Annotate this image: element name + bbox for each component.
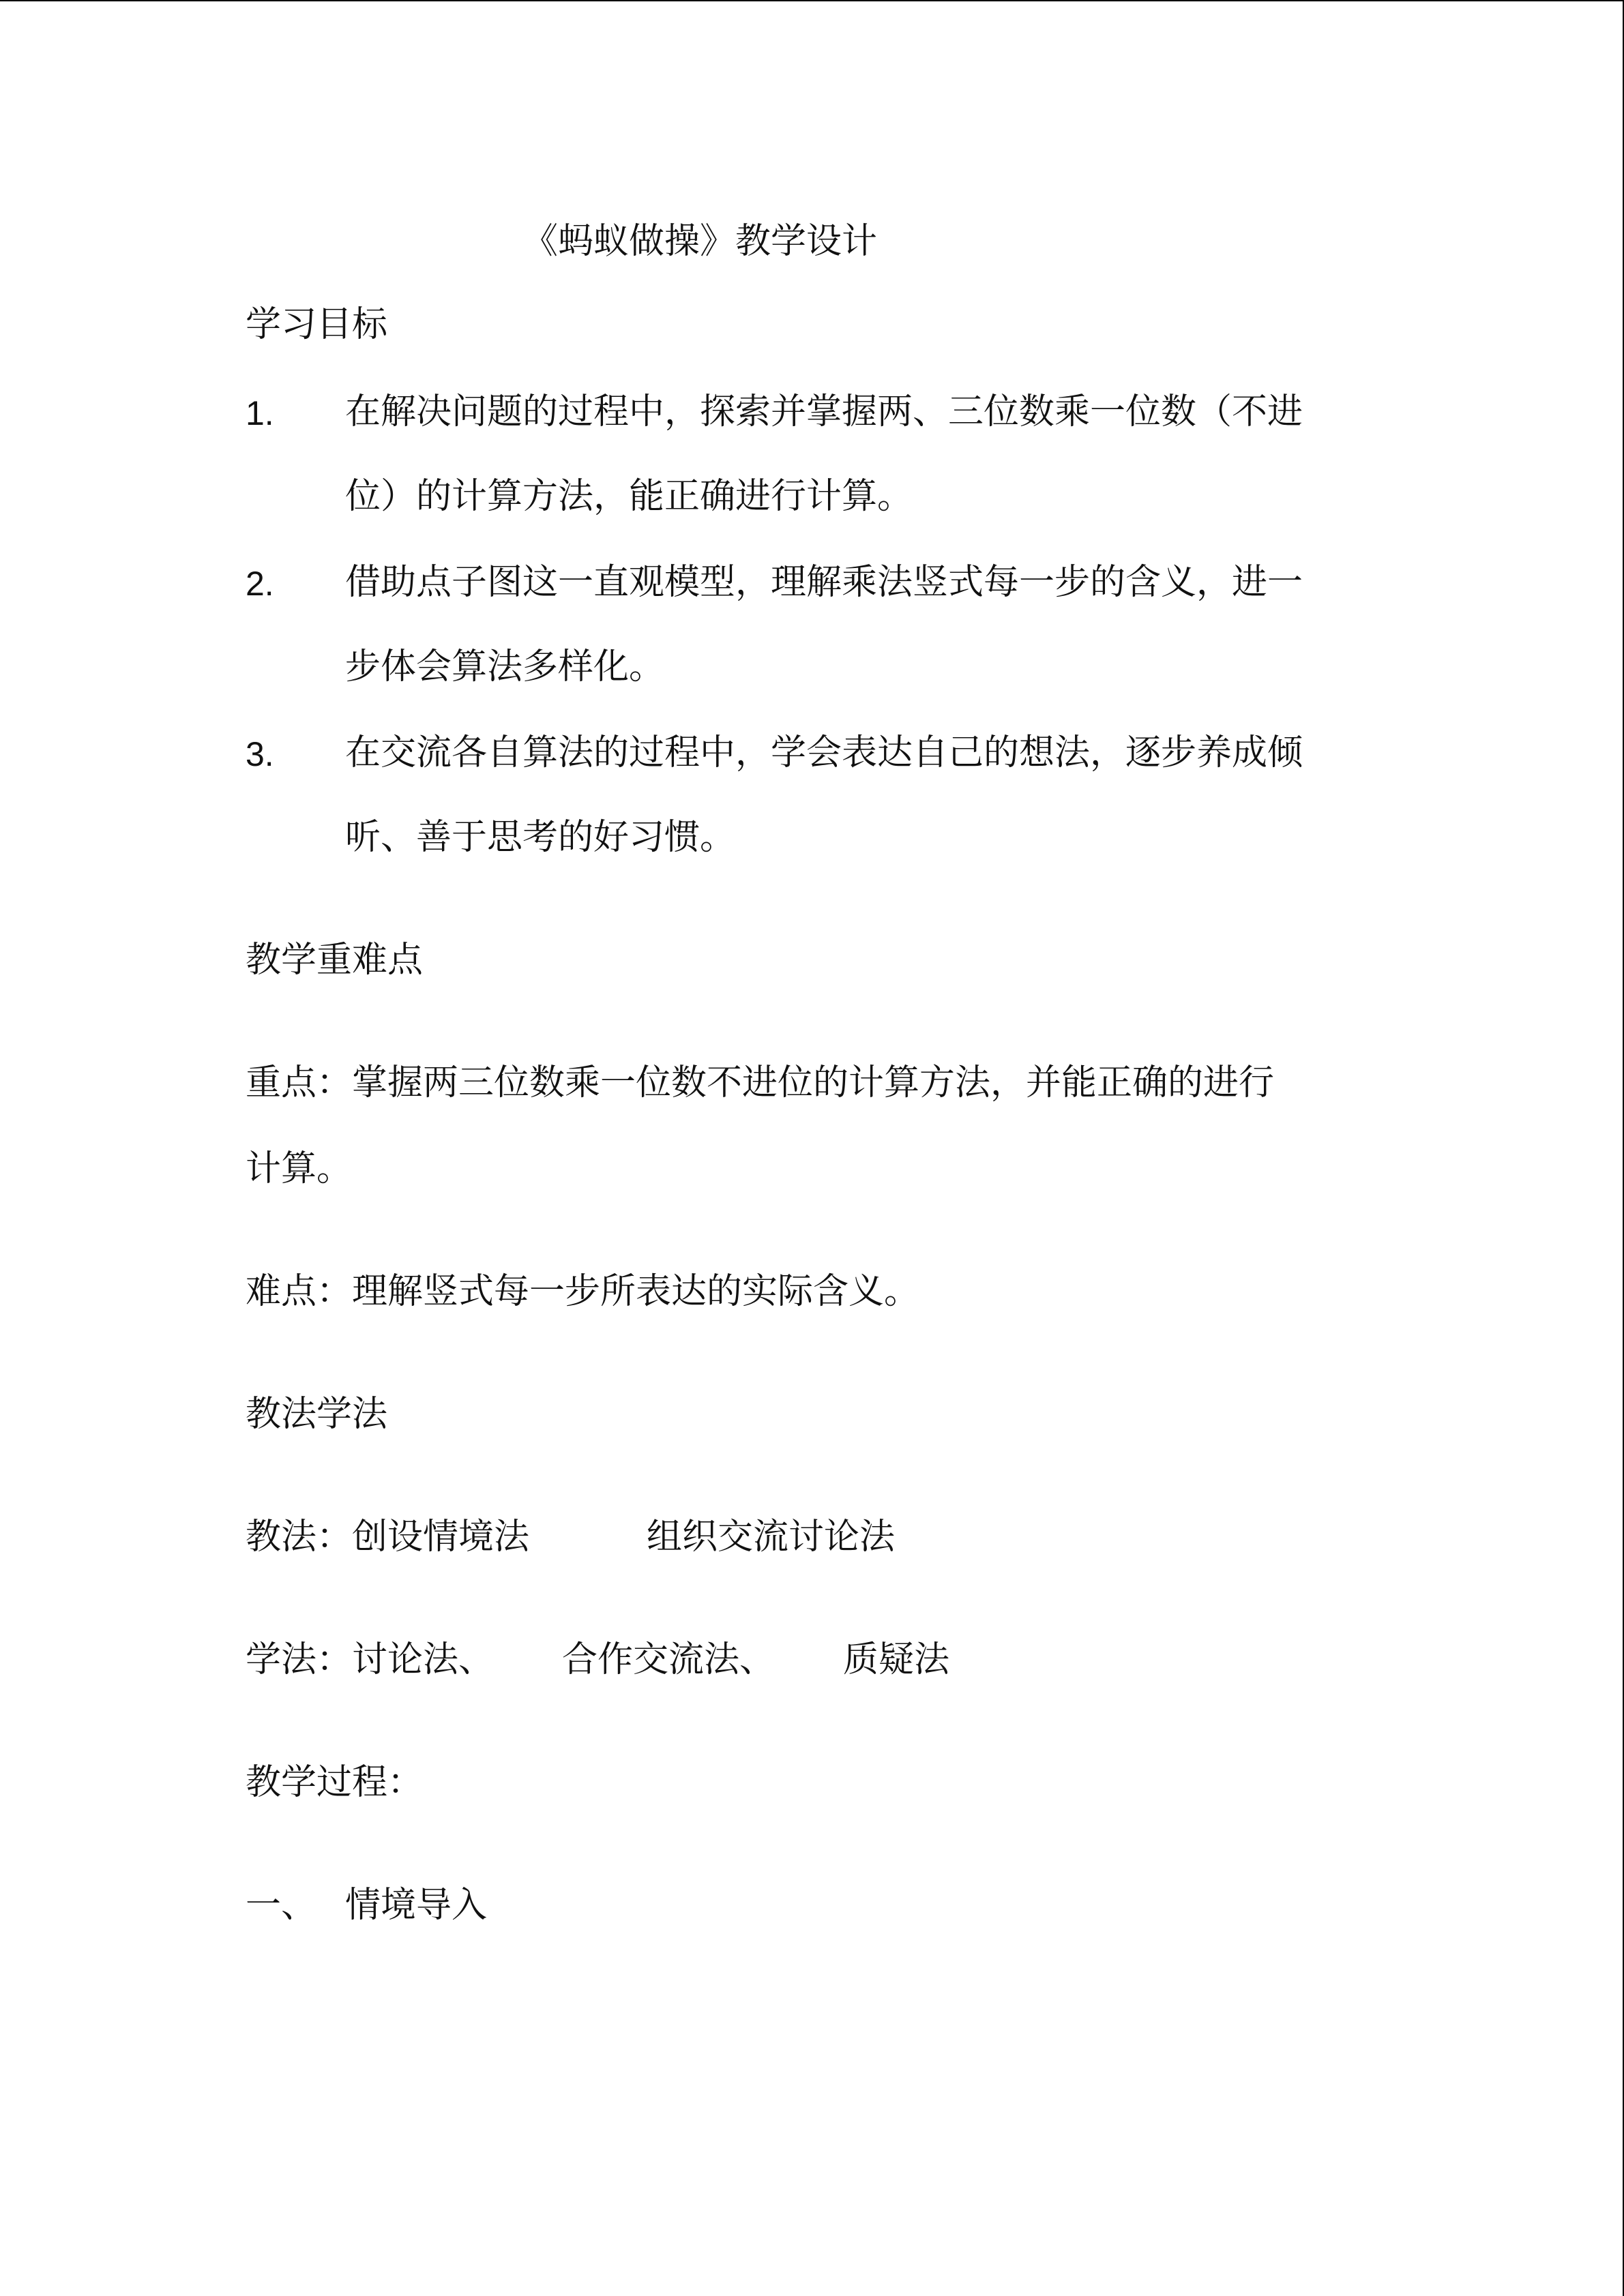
goal-2-line-1: 借助点子图这一直观模型，理解乘法竖式每一步的含义，进一 xyxy=(345,562,1303,603)
learning-method-1: 讨论法、 xyxy=(352,1639,494,1680)
teaching-method-2: 组织交流讨论法 xyxy=(647,1517,896,1557)
goal-2-number: 2. xyxy=(246,565,274,603)
process-heading: 教学过程： xyxy=(246,1762,424,1803)
section-1-title: 情境导入 xyxy=(345,1885,488,1926)
goal-3-line-1: 在交流各自算法的过程中，学会表达自己的想法，逐步养成倾 xyxy=(345,732,1303,773)
learning-methods-label: 学法： xyxy=(246,1639,353,1680)
teaching-methods-label: 教法： xyxy=(246,1517,353,1557)
goal-2-line-2: 步体会算法多样化。 xyxy=(345,646,665,687)
document-title: 《蚂蚁做操》教学设计 xyxy=(522,221,878,262)
learning-method-3: 质疑法 xyxy=(843,1639,950,1680)
teaching-method-1: 创设情境法 xyxy=(352,1517,530,1557)
teaching-methods xyxy=(246,1512,895,1562)
goal-3-line-2: 听、善于思考的好习惯。 xyxy=(345,817,736,858)
goal-1-number: 1. xyxy=(246,394,274,432)
goals-heading: 学习目标 xyxy=(246,304,388,345)
learning-methods xyxy=(246,1635,949,1684)
goal-1-line-2: 位）的计算方法，能正确进行计算。 xyxy=(345,476,913,517)
section-1-number: 一、 xyxy=(246,1885,317,1926)
learning-method-2: 合作交流法、 xyxy=(562,1639,776,1680)
key-difficulty-heading: 教学重难点 xyxy=(246,940,424,981)
goal-1-line-1: 在解决问题的过程中，探索并掌握两、三位数乘一位数（不进 xyxy=(345,391,1303,432)
difficulty-point: 难点：理解竖式每一步所表达的实际含义。 xyxy=(246,1271,920,1312)
goal-3-number: 3. xyxy=(246,735,274,773)
key-point-line-2: 计算。 xyxy=(246,1148,353,1189)
key-point-line-1: 重点：掌握两三位数乘一位数不进位的计算方法，并能正确的进行 xyxy=(246,1062,1275,1103)
methods-heading: 教法学法 xyxy=(246,1394,388,1435)
